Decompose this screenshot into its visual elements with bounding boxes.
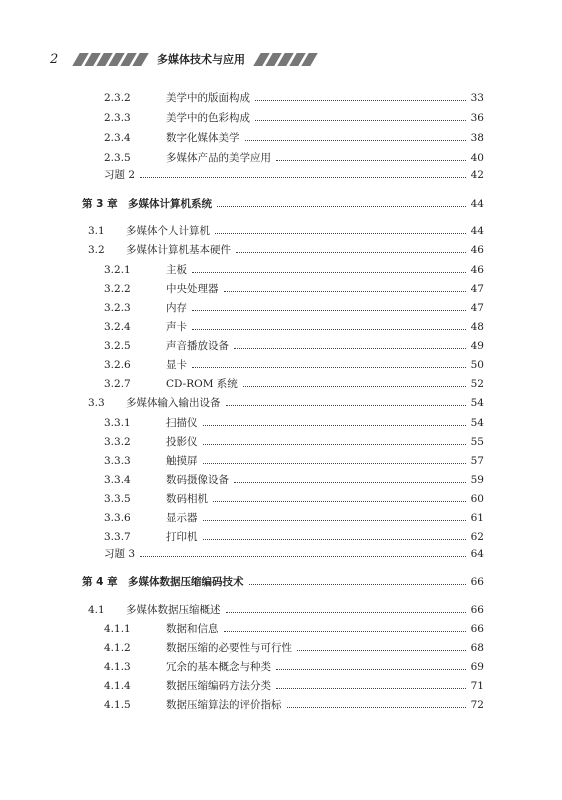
toc-entry-title: 数码相机 (166, 493, 208, 505)
toc-entry-page: 47 (470, 283, 484, 295)
toc-entry-title: 显卡 (166, 359, 187, 371)
toc-entry[interactable] (82, 658, 484, 674)
toc-entry-page: 47 (470, 302, 484, 314)
dot-leader (234, 482, 466, 483)
toc-entry-page: 57 (470, 455, 484, 467)
toc-entry[interactable] (82, 280, 484, 296)
toc-entry-title: 习题 2 (104, 169, 136, 181)
toc-entry[interactable] (82, 601, 484, 617)
stripe-decoration-right (257, 53, 314, 66)
toc-entry-title: 多媒体产品的美学应用 (166, 152, 271, 164)
toc-entry-number: 3.2.2 (104, 283, 131, 295)
toc-entry-page: 49 (470, 340, 484, 352)
dot-leader (224, 631, 466, 632)
toc-entry-number: 4.1.3 (104, 661, 131, 673)
toc-entry[interactable] (82, 166, 484, 182)
toc-entry-page: 69 (470, 661, 484, 673)
dot-leader (249, 584, 466, 585)
toc-entry[interactable] (82, 509, 484, 525)
toc-entry-number: 3.2.7 (104, 378, 131, 390)
dot-leader (245, 140, 466, 141)
dot-leader (140, 556, 466, 557)
dot-leader (276, 688, 466, 689)
toc-entry-title: CD-ROM 系统 (166, 378, 238, 390)
stripe-decoration-left (76, 53, 145, 66)
toc-entry-page: 48 (470, 321, 484, 333)
toc-entry-number: 2.3.4 (104, 132, 131, 144)
toc-chapter-entry[interactable] (82, 195, 484, 211)
running-header (50, 48, 512, 70)
toc-entry-number: 3.3.3 (104, 455, 131, 467)
toc-entry-page: 36 (470, 112, 484, 124)
toc-entry-number: 3.3.2 (104, 436, 131, 448)
toc-entry-page: 61 (470, 512, 484, 524)
toc-entry-number: 3.2.1 (104, 264, 131, 276)
toc-entry[interactable] (82, 261, 484, 277)
dot-leader (255, 100, 466, 101)
dot-leader (255, 120, 466, 121)
toc-entry-number: 第 3 章 (82, 198, 118, 210)
toc-entry-title: 多媒体计算机系统 (128, 198, 212, 210)
toc-entry-number: 3.2.4 (104, 321, 131, 333)
toc-entry[interactable] (82, 490, 484, 506)
toc-entry[interactable] (82, 394, 484, 410)
toc-entry-title: 数据压缩算法的评价指标 (166, 699, 282, 711)
toc-entry-number: 4.1.5 (104, 699, 131, 711)
toc-chapter-entry[interactable] (82, 573, 484, 589)
dot-leader (203, 539, 466, 540)
dot-leader (192, 310, 466, 311)
dot-leader (203, 444, 466, 445)
dot-leader (226, 405, 466, 406)
toc-entry[interactable] (82, 696, 484, 712)
toc-entry[interactable] (82, 222, 484, 238)
toc-entry-number: 3.3.7 (104, 531, 131, 543)
toc-entry-number: 3.1 (88, 225, 105, 237)
toc-entry[interactable] (82, 109, 484, 125)
toc-entry-title: 主板 (166, 264, 187, 276)
toc-entry[interactable] (82, 241, 484, 257)
toc-entry-title: 中央处理器 (166, 283, 219, 295)
toc-entry[interactable] (82, 620, 484, 636)
dot-leader (217, 206, 466, 207)
toc-entry-number: 第 4 章 (82, 576, 118, 588)
toc-entry-title: 触摸屏 (166, 455, 198, 467)
dot-leader (192, 329, 466, 330)
dot-leader (236, 252, 466, 253)
toc-entry-page: 46 (470, 244, 484, 256)
toc-entry-page: 33 (470, 92, 484, 104)
toc-entry[interactable] (82, 337, 484, 353)
toc-entry-page: 68 (470, 642, 484, 654)
toc-entry-title: 投影仪 (166, 436, 198, 448)
dot-leader (213, 501, 466, 502)
toc-entry-number: 3.2.3 (104, 302, 131, 314)
toc-entry-title: 美学中的版面构成 (166, 92, 250, 104)
toc-entry[interactable] (82, 433, 484, 449)
dot-leader (215, 233, 466, 234)
page-number: 2 (50, 51, 59, 67)
toc-entry-page: 60 (470, 493, 484, 505)
book-title: 多媒体技术与应用 (157, 53, 245, 66)
toc-entry-title: 内存 (166, 302, 187, 314)
toc-entry-page: 44 (470, 225, 484, 237)
toc-entry-number: 3.3 (88, 397, 105, 409)
toc-entry-number: 3.2.5 (104, 340, 131, 352)
toc-entry-title: 数据压缩编码方法分类 (166, 680, 271, 692)
toc-entry-number: 2.3.2 (104, 92, 131, 104)
toc-entry-number: 2.3.5 (104, 152, 131, 164)
toc-entry-title: 声音播放设备 (166, 340, 229, 352)
toc-entry-title: 扫描仪 (166, 417, 198, 429)
dot-leader (234, 348, 466, 349)
toc-entry-page: 72 (470, 699, 484, 711)
toc-entry-page: 38 (470, 132, 484, 144)
toc-entry-page: 59 (470, 474, 484, 486)
toc-entry-number: 3.2 (88, 244, 105, 256)
toc-entry-title: 声卡 (166, 321, 187, 333)
toc-entry-number: 4.1.4 (104, 680, 131, 692)
dot-leader (287, 707, 466, 708)
toc-entry-number: 3.3.6 (104, 512, 131, 524)
toc-entry[interactable] (82, 318, 484, 334)
toc-entry-title: 打印机 (166, 531, 198, 543)
toc-entry-title: 数据压缩的必要性与可行性 (166, 642, 292, 654)
dot-leader (140, 177, 466, 178)
toc-entry-title: 数字化媒体美学 (166, 132, 240, 144)
toc-entry-number: 4.1 (88, 604, 105, 616)
toc-entry-number: 3.2.6 (104, 359, 131, 371)
toc-entry-page: 66 (470, 576, 484, 588)
dot-leader (203, 520, 466, 521)
toc-entry-page: 62 (470, 531, 484, 543)
toc-entry-page: 55 (470, 436, 484, 448)
toc-entry-title: 冗余的基本概念与种类 (166, 661, 271, 673)
toc-entry-number: 3.3.4 (104, 474, 131, 486)
toc-entry-page: 54 (470, 397, 484, 409)
dot-leader (276, 160, 466, 161)
toc-entry-page: 42 (470, 169, 484, 181)
toc-entry[interactable] (82, 677, 484, 693)
toc-entry[interactable] (82, 149, 484, 165)
dot-leader (192, 272, 466, 273)
toc-entry-title: 美学中的色彩构成 (166, 112, 250, 124)
toc-entry[interactable] (82, 639, 484, 655)
toc-entry-title: 多媒体个人计算机 (126, 225, 210, 237)
toc-entry-title: 数据和信息 (166, 623, 219, 635)
toc-entry[interactable] (82, 299, 484, 315)
dot-leader (203, 463, 466, 464)
dot-leader (192, 367, 466, 368)
toc-entry-title: 多媒体数据压缩编码技术 (128, 576, 244, 588)
toc-entry-page: 64 (470, 548, 484, 560)
toc-entry[interactable] (82, 375, 484, 391)
toc-entry-title: 多媒体输入输出设备 (126, 397, 221, 409)
dot-leader (226, 612, 466, 613)
toc-entry-number: 4.1.1 (104, 623, 131, 635)
toc-entry-title: 多媒体计算机基本硬件 (126, 244, 231, 256)
toc-entry-page: 66 (470, 604, 484, 616)
toc-entry-title: 数码摄像设备 (166, 474, 229, 486)
dot-leader (297, 650, 466, 651)
toc-entry[interactable] (82, 129, 484, 145)
toc-entry-page: 52 (470, 378, 484, 390)
toc-entry[interactable] (82, 452, 484, 468)
dot-leader (203, 425, 466, 426)
toc-entry-page: 71 (470, 680, 484, 692)
toc-entry-number: 4.1.2 (104, 642, 131, 654)
toc-entry-page: 44 (470, 198, 484, 210)
toc-entry-number: 3.3.1 (104, 417, 131, 429)
toc-entry[interactable] (82, 528, 484, 544)
dot-leader (224, 291, 466, 292)
toc-entry[interactable] (82, 545, 484, 561)
toc-entry-number: 2.3.3 (104, 112, 131, 124)
toc-entry-page: 40 (470, 152, 484, 164)
toc-entry[interactable] (82, 471, 484, 487)
toc-entry[interactable] (82, 414, 484, 430)
toc-entry-title: 显示器 (166, 512, 198, 524)
toc-entry-page: 66 (470, 623, 484, 635)
dot-leader (276, 669, 466, 670)
toc-entry-title: 多媒体数据压缩概述 (126, 604, 221, 616)
toc-entry-page: 50 (470, 359, 484, 371)
dot-leader (243, 386, 466, 387)
toc-entry[interactable] (82, 89, 484, 105)
toc-entry-page: 54 (470, 417, 484, 429)
toc-entry-page: 46 (470, 264, 484, 276)
toc-entry-title: 习题 3 (104, 548, 136, 560)
toc-entry-number: 3.3.5 (104, 493, 131, 505)
toc-entry[interactable] (82, 356, 484, 372)
